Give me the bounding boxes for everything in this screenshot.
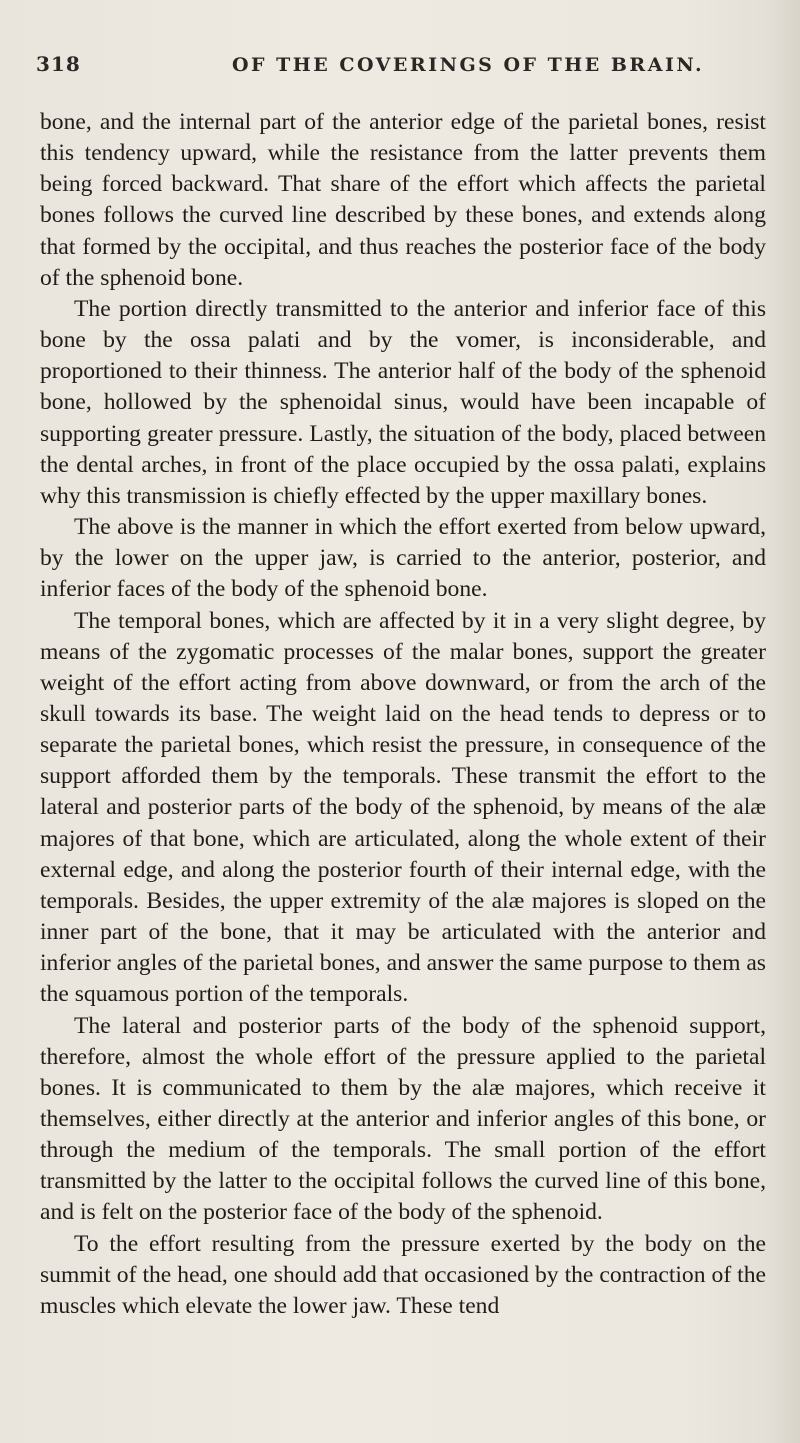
page-number: 318 [36,52,81,76]
paragraph-5: The lateral and posterior parts of the body of the sphenoid support, therefore, almost the whole effort of the pressure applied to the parietal bones. It is communicated to them by the alæ majores, which receive it themselves, either directly at the anterior and inferior angles of this bone, or through the medium of the temporals. The small portion of the effort transmitted by the latter to the occipital follows the curved line of this bone, and is felt on the posterior face of the body of the sphenoid. [40,1012,766,1226]
running-head: OF THE COVERINGS OF THE BRAIN. [232,54,705,76]
page-header [36,52,756,92]
body-text [40,107,766,1322]
paragraph-2: The portion directly transmitted to the anterior and inferior face of this bone by the ossa palati and by the vomer, is inconsiderable, and proportioned to their thinness. The anterior half of the body of the sphenoid bone, hollowed by the sphenoidal sinus, would have been incapable of supporting greater pressure. Lastly, the situation of the body, placed between the dental arches, in front of the place occupied by the ossa palati, explains why this transmission is chiefly effected by the upper maxillary bones. [40,295,766,509]
paragraph-6: To the effort resulting from the pressure exerted by the body on the summit of the head, one should add that occasioned by the contraction of the muscles which elevate the lower jaw. These tend [40,1230,766,1319]
paragraph-1: bone, and the internal part of the anterior edge of the parietal bones, resist this tendency upward, while the resistance from the latter prevents them being forced backward. That share of the effort which affects the parietal bones follows the curved line described by these bones, and extends along that formed by the occipital, and thus reaches the posterior face of the body of the sphenoid bone. [40,109,766,291]
paragraph-3: The above is the manner in which the effort exerted from below upward, by the lower on the upper jaw, is carried to the anterior, posterior, and inferior faces of the body of the sphenoid bone. [40,514,766,603]
paragraph-4: The temporal bones, which are affected by it in a very slight degree, by means of the zygomatic processes of the malar bones, support the greater weight of the effort acting from above downward, or from the arch of the skull towards its base. The weight laid on the head tends to depress or to separate the parietal bones, which resist the pressure, in consequence of the support afforded them by the temporals. These transmit the effort to the lateral and posterior parts of the body of the sphenoid, by means of the alæ majores of that bone, which are articulated, along the whole extent of their external edge, and along the posterior fourth of their internal edge, with the temporals. Besides, the upper extremity of the alæ majores is sloped on the inner part of the bone, that it may be articulated with the anterior and inferior angles of the parietal bones, and answer the same purpose to them as the squamous portion of the temporals. [40,607,766,1008]
